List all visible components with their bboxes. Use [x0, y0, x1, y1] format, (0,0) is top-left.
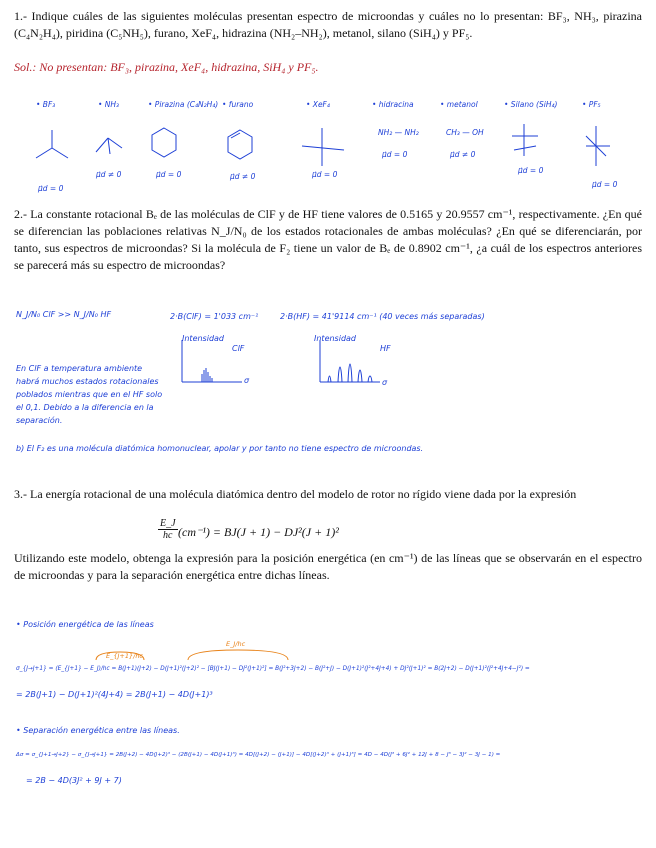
dipole-silano: μ⃗d = 0 — [518, 166, 544, 175]
hydrazine-structure-label: NH₂ — NH₂ — [378, 128, 419, 137]
dipole-pirazina: μ⃗d = 0 — [156, 170, 182, 179]
q3-heading-separation: • Separación energética entre las líneas. — [16, 726, 180, 735]
plot2-title: HF — [380, 344, 391, 353]
dipole-pf5: μ⃗d = 0 — [592, 180, 618, 189]
molecule-metanol: • metanol — [440, 100, 478, 109]
question-2-text: 2.- La constante rotacional Bₑ de las moléculas de ClF y de HF tiene valores de 0.5165 y 20.9557 cm⁻¹, respectivamente. ¿En qué se diferencian las poblaciones relativas N_J/N₀ de los estados rotacionales de ambas moléculas? ¿En qué se diferenciarán, por tanto, sus espectros de microondas? Si la molécula de F₂ tiene un valor de Bₑ de 0.8902 cm⁻¹, ¿a cuál de los espectros anteriores se parecerá más su espectro de microondas? — [14, 207, 642, 272]
dipole-bf3: μ⃗d = 0 — [38, 184, 64, 193]
equation-lhs-fraction — [158, 518, 178, 541]
molecule-hidracina: • hidracina — [372, 100, 414, 109]
q3-line-3: Δσ = σ_{J+1→J+2} − σ_{J→J+1} = 2B(J+2) − 4D(J+2)³ − (2B(J+1) − 4D(J+1)³) = 4D[(J+2) − (J+1)] − 4D[(J+2)³ + (J+1)³] = 4D − 4D(J³ + 6J² + 12J + 8 − J³ − 3J² − 3J − 1) = — [16, 752, 501, 758]
plot1-clf-spectrum — [178, 340, 248, 388]
q3-line-2: = 2B(J+1) − D(J+1)²(4J+4) = 2B(J+1) − 4D(J+1)³ — [16, 690, 213, 699]
question-3-text: 3.- La energía rotacional de una molécula diatómica dentro del modelo de rotor no rígido viene dada por la expresión — [14, 487, 577, 501]
molecule-furano: • furano — [222, 100, 254, 109]
q3-label-ej1: E_{J+1}/hc — [106, 652, 144, 660]
dipole-furano: μ⃗d ≠ 0 — [230, 172, 256, 181]
question-1-text: 1.- Indique cuáles de las siguientes moléculas presentan espectro de microondas y cuáles no lo presentan: BF₃, NH₃, pirazina (C₄N₂H₄), piridina (C₅NH₅), furano, XeF₄, hidrazina (NH₂–NH₂), metanol, silano (SiH₄) y PF₅. — [14, 9, 642, 40]
molecule-xef4: • XeF₄ — [306, 100, 330, 109]
q3-braces — [60, 648, 350, 662]
q3-label-ej: E_J/hc — [226, 640, 246, 648]
plot2-xlabel: σ — [382, 378, 388, 387]
question-3-text-2: Utilizando este modelo, obtenga la expresión para la posición energética (en cm⁻¹) de las líneas que se observarán en el espectro de microondas y para la separación energética entre dichas líneas. — [14, 551, 642, 582]
molecule-pirazina: • Pirazina (C₄N₂H₄) — [148, 100, 219, 109]
methanol-structure-label: CH₃ — OH — [446, 128, 484, 137]
dipole-xef4: μ⃗d = 0 — [312, 170, 338, 179]
q2-hf-spacing: 2·B(HF) = 41'9114 cm⁻¹ (40 veces más separadas) — [280, 312, 485, 321]
q2-clf-spacing: 2·B(ClF) = 1'033 cm⁻¹ — [170, 312, 259, 321]
plot1-ylabel: Intensidad — [182, 334, 225, 343]
dipole-nh3: μ⃗d ≠ 0 — [96, 170, 122, 179]
plot2-ylabel: Intensidad — [314, 334, 357, 343]
plot2-hf-spectrum — [316, 340, 386, 388]
molecule-pf5: • PF₅ — [582, 100, 601, 109]
molecule-nh3: • NH₃ — [98, 100, 120, 109]
q3-heading-position: • Posición energética de las líneas — [16, 620, 154, 629]
q2-answer-b: b) El F₂ es una molécula diatómica homonuclear, apolar y por tanto no tiene espectro de microondas. — [16, 444, 424, 453]
molecule-silano: • Silano (SiH₄) — [504, 100, 558, 109]
question-1-solution: Sol.: No presentan: BF₃, pirazina, XeF₄, hidrazina, SiH₄ y PF₅. — [14, 60, 319, 74]
q3-line-4: = 2B − 4D(3J² + 9J + 7) — [26, 776, 122, 785]
dipole-hidracina: μ⃗d = 0 — [382, 150, 408, 159]
equation-rhs: (cm⁻¹) = BJ(J + 1) − DJ²(J + 1)² — [178, 525, 339, 539]
plot1-xlabel: σ — [244, 376, 250, 385]
equation-numerator: E_J — [160, 518, 176, 529]
molecule-bf3: • BF₃ — [36, 100, 56, 109]
dipole-metanol: μ⃗d ≠ 0 — [450, 150, 476, 159]
q3-line-1: σ_{J→J+1} = (E_{J+1} − E_J)/hc = B(J+1)(J+2) − D(J+1)²(J+2)² − [BJ(J+1) − DJ²(J+1)²] = B(J²+3J+2) − B(J²+J) − D(J+1)²(J²+4J+4) + DJ²(J+1)² = B(2J+2) − D(J+1)²(J²+4J+4−J²) = — [16, 666, 530, 672]
equation-denominator: hc — [163, 530, 173, 541]
q2-answer-a: En ClF a temperatura ambiente habrá muchos estados rotacionales poblados mientras que en el HF solo el 0,1. Debido a la diferencia en la separación. — [16, 364, 163, 425]
q2-population-ratio: N_J/N₀ ClF >> N_J/N₀ HF — [16, 310, 112, 319]
plot1-title: ClF — [232, 344, 245, 353]
